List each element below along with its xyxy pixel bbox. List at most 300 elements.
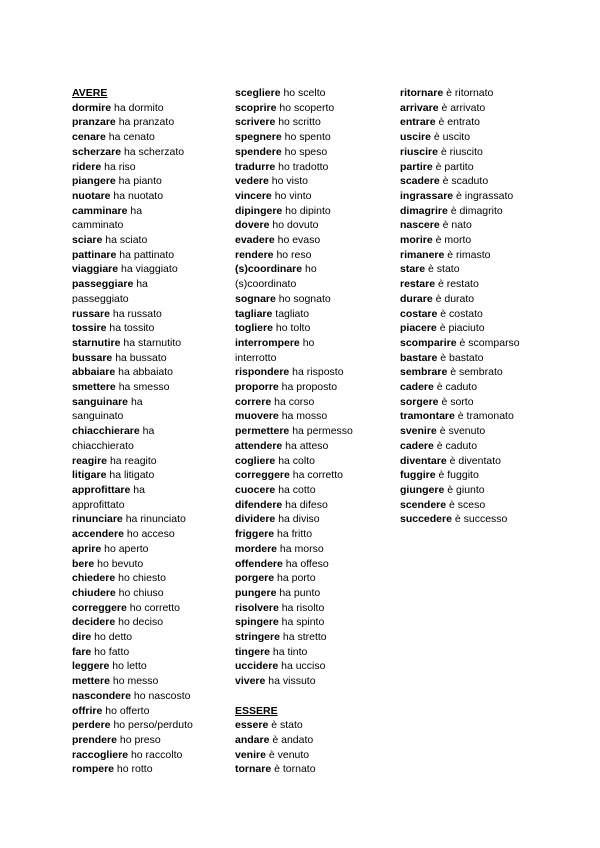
verb-infinitive: pattinare xyxy=(72,248,117,261)
past-participle: ho scelto xyxy=(280,87,326,99)
past-participle: ha russato xyxy=(109,307,162,320)
verb-infinitive: ritornare xyxy=(400,87,444,99)
verb-infinitive: fuggire xyxy=(400,469,436,482)
verb-entry xyxy=(235,645,390,660)
verb-infinitive: permettere xyxy=(235,425,290,438)
verb-infinitive: stringere xyxy=(235,631,280,644)
past-participle: ho chiesto xyxy=(115,572,166,585)
verb-infinitive: proporre xyxy=(235,381,279,394)
past-participle: ho speso xyxy=(281,145,328,158)
past-participle: ha punto xyxy=(276,586,321,599)
past-participle: è partito xyxy=(432,160,474,173)
verb-entry xyxy=(72,160,222,175)
past-participle: ho xyxy=(299,336,315,349)
verb-entry xyxy=(400,262,560,277)
verb-entry xyxy=(400,351,560,366)
verb-infinitive: succedere xyxy=(400,513,452,526)
past-participle: è durato xyxy=(432,292,475,305)
verb-entry xyxy=(72,321,222,336)
verb-infinitive: dividere xyxy=(235,513,276,526)
verb-entry xyxy=(235,395,390,410)
past-participle: è successo xyxy=(451,513,508,526)
past-participle: ha spinto xyxy=(278,616,325,629)
verb-infinitive: pungere xyxy=(235,586,277,599)
past-participle: è piaciuto xyxy=(436,322,485,335)
verb-entry xyxy=(72,512,222,527)
verb-entry xyxy=(72,277,222,292)
verb-entry xyxy=(400,336,560,351)
past-participle: ha smesso xyxy=(115,381,170,394)
verb-infinitive: nuotare xyxy=(72,189,111,202)
verb-entry xyxy=(72,762,222,777)
verb-entry xyxy=(235,130,390,145)
verb-infinitive: litigare xyxy=(72,469,107,482)
past-participle: ha diviso xyxy=(275,513,320,526)
verb-infinitive: rimanere xyxy=(400,248,445,261)
past-participle: ha xyxy=(128,395,143,408)
verb-infinitive: rinunciare xyxy=(72,513,123,526)
past-participle: ho corretto xyxy=(126,601,180,614)
verb-entry xyxy=(400,424,560,439)
verb-infinitive: tradurre xyxy=(235,160,276,173)
past-participle: ho spento xyxy=(281,131,331,144)
verb-infinitive: correre xyxy=(235,395,272,408)
verb-infinitive: dormire xyxy=(72,101,112,114)
past-participle: ho dipinto xyxy=(282,204,331,217)
verb-infinitive: stare xyxy=(400,263,426,276)
past-participle: ha dormito xyxy=(111,101,164,114)
past-participle: è riuscito xyxy=(437,145,483,158)
verb-infinitive: andare xyxy=(235,733,270,746)
verb-entry xyxy=(72,615,222,630)
verb-infinitive: raccogliere xyxy=(72,748,129,761)
verb-entry xyxy=(72,601,222,616)
past-participle: è costato xyxy=(437,307,483,320)
verb-entry xyxy=(72,586,222,601)
verb-infinitive: bere xyxy=(72,557,95,570)
verb-entry xyxy=(72,557,222,572)
verb-entry xyxy=(235,498,390,513)
verb-infinitive: approfittare xyxy=(72,483,131,496)
verb-entry xyxy=(235,307,390,322)
past-participle: è tornato xyxy=(271,763,316,776)
verb-infinitive: venire xyxy=(235,748,266,761)
verb-entry xyxy=(235,424,390,439)
verb-infinitive: correggere xyxy=(72,601,127,614)
past-participle: ha cenato xyxy=(105,131,155,144)
verb-entry xyxy=(235,454,390,469)
verb-infinitive: friggere xyxy=(235,528,275,541)
past-participle: ho deciso xyxy=(115,616,164,629)
verb-infinitive: chiudere xyxy=(72,586,116,599)
verb-entry xyxy=(72,571,222,586)
verb-entry xyxy=(235,160,390,175)
verb-entry xyxy=(72,307,222,322)
verb-infinitive: interrompere xyxy=(235,336,300,349)
verb-infinitive: uscire xyxy=(400,131,431,144)
entry-continuation: (s)coordinato xyxy=(235,278,297,291)
verb-entry xyxy=(72,468,222,483)
verb-infinitive: abbaiare xyxy=(72,366,116,379)
verb-entry xyxy=(400,439,560,454)
past-participle: è stato xyxy=(425,263,460,276)
verb-infinitive: cenare xyxy=(72,131,106,144)
verb-infinitive: chiedere xyxy=(72,572,116,585)
verb-infinitive: nascondere xyxy=(72,689,131,702)
past-participle: ho dovuto xyxy=(269,219,319,232)
verb-infinitive: mordere xyxy=(235,542,278,555)
verb-entry xyxy=(72,718,222,733)
verb-infinitive: ingrassare xyxy=(400,189,454,202)
past-participle: ha ucciso xyxy=(278,660,326,673)
verb-entry xyxy=(235,86,390,101)
verb-entry xyxy=(72,645,222,660)
verb-entry xyxy=(235,718,390,733)
verb-infinitive: smettere xyxy=(72,381,116,394)
past-participle: è fuggito xyxy=(435,469,479,482)
verb-entry xyxy=(72,483,222,498)
verb-infinitive: giungere xyxy=(400,483,445,496)
past-participle: ho offerto xyxy=(102,704,150,717)
verb-entry xyxy=(400,130,560,145)
verb-entry xyxy=(400,454,560,469)
past-participle: ha xyxy=(130,483,145,496)
past-participle: ha rinunciato xyxy=(122,513,186,526)
verb-entry xyxy=(235,586,390,601)
column-1 xyxy=(72,86,222,777)
verb-entry xyxy=(400,395,560,410)
verb-infinitive: dire xyxy=(72,631,92,644)
past-participle: ho visto xyxy=(268,175,308,188)
past-participle: è tramonato xyxy=(454,410,514,423)
past-participle: è venuto xyxy=(265,748,310,761)
past-participle: ho letto xyxy=(109,660,147,673)
past-participle: ha permesso xyxy=(289,425,353,438)
verb-entry xyxy=(235,145,390,160)
past-participle: è caduto xyxy=(433,439,478,452)
past-participle: è andato xyxy=(269,733,314,746)
past-participle: ho rotto xyxy=(114,763,153,776)
past-participle: ho preso xyxy=(116,733,161,746)
past-participle: ho detto xyxy=(91,631,133,644)
entry-continuation: interrotto xyxy=(235,351,277,364)
past-participle: ho chiuso xyxy=(115,586,164,599)
section-heading: ESSERE xyxy=(235,704,278,717)
past-participle: è giunto xyxy=(444,483,485,496)
verb-infinitive: porgere xyxy=(235,572,275,585)
verb-infinitive: scadere xyxy=(400,175,440,188)
verb-infinitive: spingere xyxy=(235,616,279,629)
past-participle: è sceso xyxy=(446,498,486,511)
verb-infinitive: perdere xyxy=(72,719,111,732)
verb-infinitive: tramontare xyxy=(400,410,455,423)
verb-entry xyxy=(400,248,560,263)
verb-entry xyxy=(72,174,222,189)
verb-entry xyxy=(72,233,222,248)
verb-entry xyxy=(72,424,222,439)
past-participle: ha risolto xyxy=(278,601,325,614)
verb-entry xyxy=(235,262,390,277)
verb-infinitive: mettere xyxy=(72,675,110,688)
past-participle: è bastato xyxy=(437,351,484,364)
verb-entry xyxy=(235,748,390,763)
verb-entry xyxy=(235,174,390,189)
verb-infinitive: entrare xyxy=(400,116,436,129)
past-participle: ha starnutito xyxy=(120,336,182,349)
verb-entry xyxy=(72,659,222,674)
verb-entry xyxy=(72,130,222,145)
past-participle: ho nascosto xyxy=(130,689,191,702)
past-participle: ha viaggiato xyxy=(118,263,178,276)
past-participle: ha pianto xyxy=(115,175,162,188)
verb-entry xyxy=(400,189,560,204)
verb-infinitive: dimagrire xyxy=(400,204,448,217)
verb-infinitive: cogliere xyxy=(235,454,276,467)
past-participle: è uscito xyxy=(430,131,471,144)
verb-infinitive: svenire xyxy=(400,425,437,438)
verb-entry xyxy=(400,365,560,380)
past-participle: ha riso xyxy=(101,160,136,173)
verb-entry xyxy=(72,630,222,645)
verb-entry xyxy=(72,733,222,748)
past-participle: è arrivato xyxy=(438,101,486,114)
verb-entry xyxy=(72,454,222,469)
verb-infinitive: (s)coordinare xyxy=(235,263,303,276)
past-participle: tagliato xyxy=(272,307,310,320)
verb-entry xyxy=(235,512,390,527)
past-participle: ha xyxy=(139,425,155,438)
verb-entry xyxy=(72,704,222,719)
entry-continuation: approfittato xyxy=(72,498,125,511)
verb-entry xyxy=(400,468,560,483)
past-participle: ho scritto xyxy=(275,116,321,129)
verb-infinitive: costare xyxy=(400,307,438,320)
past-participle: ha risposto xyxy=(289,366,344,379)
past-participle: è scomparso xyxy=(456,336,520,349)
past-participle: è ritornato xyxy=(443,87,494,99)
verb-entry xyxy=(400,498,560,513)
verb-infinitive: decidere xyxy=(72,616,116,629)
verb-infinitive: tornare xyxy=(235,763,272,776)
verb-entry xyxy=(72,189,222,204)
verb-infinitive: scomparire xyxy=(400,336,457,349)
verb-infinitive: cadere xyxy=(400,381,434,394)
verb-entry xyxy=(72,336,222,351)
verb-entry xyxy=(400,174,560,189)
verb-entry xyxy=(72,674,222,689)
verb-entry xyxy=(235,674,390,689)
past-participle: ho tolto xyxy=(272,322,311,335)
past-participle: ha pranzato xyxy=(115,116,175,129)
past-participle: ha litigato xyxy=(106,469,155,482)
verb-infinitive: russare xyxy=(72,307,110,320)
past-participle: è scaduto xyxy=(439,175,489,188)
verb-infinitive: scegliere xyxy=(235,87,281,99)
verb-infinitive: uccidere xyxy=(235,660,279,673)
verb-infinitive: vedere xyxy=(235,175,269,188)
verb-entry xyxy=(72,262,222,277)
past-participle: ha stretto xyxy=(279,631,327,644)
verb-infinitive: diventare xyxy=(400,454,447,467)
past-participle: ha vissuto xyxy=(265,675,316,688)
verb-infinitive: dovere xyxy=(235,219,270,232)
past-participle: è rimasto xyxy=(444,248,491,261)
verb-entry xyxy=(235,101,390,116)
past-participle: ha bussato xyxy=(112,351,167,364)
verb-infinitive: tossire xyxy=(72,322,107,335)
verb-infinitive: scherzare xyxy=(72,145,122,158)
past-participle: ha xyxy=(127,204,143,217)
verb-infinitive: starnutire xyxy=(72,336,121,349)
past-participle: ho raccolto xyxy=(128,748,183,761)
verb-entry xyxy=(72,145,222,160)
verb-infinitive: pranzare xyxy=(72,116,116,129)
past-participle: ha morso xyxy=(277,542,324,555)
past-participle: è diventato xyxy=(446,454,501,467)
past-participle: ha pattinato xyxy=(116,248,175,261)
verb-entry xyxy=(72,101,222,116)
verb-infinitive: vincere xyxy=(235,189,272,202)
past-participle: ha corretto xyxy=(289,469,343,482)
verb-infinitive: spegnere xyxy=(235,131,282,144)
verb-infinitive: sembrare xyxy=(400,366,448,379)
entry-continuation: camminato xyxy=(72,219,124,232)
verb-infinitive: piangere xyxy=(72,175,116,188)
verb-infinitive: sorgere xyxy=(400,395,439,408)
verb-entry xyxy=(235,571,390,586)
verb-infinitive: difendere xyxy=(235,498,283,511)
verb-infinitive: sognare xyxy=(235,292,276,305)
verb-entry xyxy=(235,615,390,630)
verb-infinitive: prendere xyxy=(72,733,117,746)
past-participle: è morto xyxy=(432,234,472,247)
verb-infinitive: vivere xyxy=(235,675,266,688)
verb-infinitive: scendere xyxy=(400,498,447,511)
verb-infinitive: tingere xyxy=(235,645,271,658)
verb-infinitive: rendere xyxy=(235,248,274,261)
verb-infinitive: piacere xyxy=(400,322,437,335)
verb-entry xyxy=(400,204,560,219)
verb-entry xyxy=(235,468,390,483)
past-participle: è dimagrito xyxy=(447,204,503,217)
past-participle: è restato xyxy=(435,278,479,291)
verb-infinitive: morire xyxy=(400,234,433,247)
verb-infinitive: riuscire xyxy=(400,145,438,158)
verb-infinitive: scoprire xyxy=(235,101,277,114)
verb-infinitive: restare xyxy=(400,278,436,291)
verb-infinitive: sanguinare xyxy=(72,395,129,408)
verb-entry xyxy=(72,204,222,219)
verb-infinitive: leggere xyxy=(72,660,110,673)
verb-infinitive: togliere xyxy=(235,322,273,335)
past-participle: ho tradotto xyxy=(275,160,329,173)
verb-infinitive: rispondere xyxy=(235,366,290,379)
past-participle: ho evaso xyxy=(274,234,321,247)
past-participle: ho fatto xyxy=(91,645,130,658)
past-participle: ha corso xyxy=(271,395,315,408)
verb-entry xyxy=(72,527,222,542)
verb-entry xyxy=(400,160,560,175)
past-participle: ho xyxy=(302,263,317,276)
verb-entry xyxy=(400,483,560,498)
verb-entry xyxy=(400,86,560,101)
verb-infinitive: sciare xyxy=(72,234,103,247)
verb-entry xyxy=(235,409,390,424)
verb-infinitive: aprire xyxy=(72,542,102,555)
verb-infinitive: bussare xyxy=(72,351,113,364)
verb-infinitive: rompere xyxy=(72,763,115,776)
past-participle: ha mosso xyxy=(278,410,328,423)
verb-infinitive: durare xyxy=(400,292,433,305)
verb-infinitive: dipingere xyxy=(235,204,283,217)
verb-entry xyxy=(235,218,390,233)
verb-entry xyxy=(235,115,390,130)
entry-continuation: passeggiato xyxy=(72,292,129,305)
past-participle: ha abbaiato xyxy=(115,366,174,379)
verb-entry xyxy=(72,542,222,557)
past-participle: ha sciato xyxy=(102,234,148,247)
past-participle: ha atteso xyxy=(282,439,329,452)
verb-infinitive: partire xyxy=(400,160,433,173)
verb-entry xyxy=(400,277,560,292)
past-participle: ho aperto xyxy=(101,542,149,555)
verb-infinitive: bastare xyxy=(400,351,438,364)
verb-entry xyxy=(235,527,390,542)
column-3 xyxy=(400,86,560,527)
verb-infinitive: accendere xyxy=(72,528,124,541)
verb-infinitive: attendere xyxy=(235,439,283,452)
verb-entry xyxy=(235,321,390,336)
past-participle: ha reagito xyxy=(107,454,157,467)
entry-continuation: chiacchierato xyxy=(72,439,134,452)
verb-entry xyxy=(400,101,560,116)
verb-entry xyxy=(235,542,390,557)
verb-entry xyxy=(400,321,560,336)
verb-infinitive: muovere xyxy=(235,410,279,423)
column-2 xyxy=(235,86,390,777)
verb-entry xyxy=(235,248,390,263)
verb-entry xyxy=(400,292,560,307)
verb-infinitive: passeggiare xyxy=(72,278,134,291)
verb-entry xyxy=(235,483,390,498)
verb-infinitive: risolvere xyxy=(235,601,279,614)
verb-infinitive: camminare xyxy=(72,204,128,217)
past-participle: ha xyxy=(133,278,148,291)
verb-entry xyxy=(72,248,222,263)
past-participle: è nato xyxy=(439,219,472,232)
past-participle: ho messo xyxy=(109,675,159,688)
verb-infinitive: cadere xyxy=(400,439,434,452)
verb-infinitive: cuocere xyxy=(235,483,276,496)
verb-infinitive: arrivare xyxy=(400,101,439,114)
verb-entry xyxy=(235,557,390,572)
verb-entry xyxy=(235,336,390,351)
verb-entry xyxy=(72,365,222,380)
verb-entry xyxy=(235,380,390,395)
verb-infinitive: chiacchierare xyxy=(72,425,140,438)
verb-entry xyxy=(72,689,222,704)
past-participle: ha colto xyxy=(275,454,315,467)
past-participle: ha proposto xyxy=(278,381,338,394)
verb-entry xyxy=(72,115,222,130)
verb-entry xyxy=(400,115,560,130)
past-participle: è sembrato xyxy=(447,366,503,379)
past-participle: è svenuto xyxy=(436,425,486,438)
past-participle: ha nuotato xyxy=(110,189,164,202)
verb-entry xyxy=(72,395,222,410)
past-participle: è sorto xyxy=(438,395,474,408)
verb-entry xyxy=(235,630,390,645)
